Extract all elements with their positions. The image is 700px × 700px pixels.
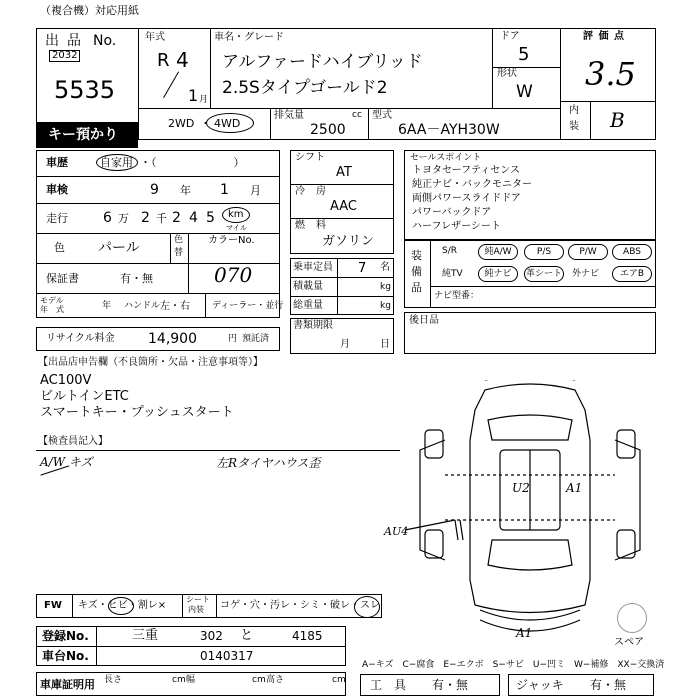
mileage-unit-km: km: [228, 209, 244, 220]
seller-note: スマートキー・プッシュスタート: [40, 405, 234, 420]
registration-kana: と: [240, 628, 254, 643]
shift-value: AT: [336, 165, 352, 180]
year-label: 年式: [145, 32, 165, 43]
mileage-digit-1: 2: [141, 210, 150, 226]
registration-class: 302: [200, 629, 223, 643]
vehicle-label: 車名・グレード: [214, 32, 284, 43]
model-label: 型式: [372, 110, 392, 121]
equip-pw: P/W: [568, 244, 608, 260]
inspector-note-housing: 左Rタイヤハウス歪: [216, 456, 321, 470]
damage-mark-au4: AU4: [384, 525, 409, 538]
mileage-digit-2: 2: [172, 210, 181, 226]
mileage-digit-4: 5: [206, 210, 215, 226]
equip-tv: 純TV: [442, 269, 463, 279]
damage-legend: A−キズ C−腐食 E−エクボ S−サビ U−凹ミ W−補修 XX−交換済: [362, 660, 665, 670]
handle-value: 左・右: [160, 301, 190, 312]
doors-label: ドア: [500, 31, 520, 42]
damage-mark-a1-bottom: A1: [516, 626, 533, 640]
recycle-value: 14,900: [148, 331, 197, 347]
shape-label: 形状: [497, 68, 517, 79]
equip-ext-navi: 外ナビ: [572, 269, 600, 279]
inspection-year: 9: [150, 182, 159, 198]
history-value: 自家用: [100, 156, 133, 169]
jack-value: 有・無: [590, 678, 627, 692]
vehicle-name: アルファードハイブリッド: [222, 52, 423, 72]
displacement-label: 排気量: [274, 110, 304, 121]
spare-tire-icon: [617, 603, 647, 633]
equip-ps: P/S: [524, 244, 564, 260]
damage-mark-a1-right: A1: [566, 481, 583, 495]
interior-items: コゲ・穴・汚レ・シミ・破レ・スレ: [220, 600, 380, 611]
form-note: （複合機）対応用紙: [40, 4, 139, 17]
score-label: 評 価 点: [583, 31, 625, 42]
spare-label: スペア: [614, 637, 644, 648]
score-value: 3.5: [585, 55, 636, 93]
color-label: 色: [54, 241, 65, 254]
equip-sr: S/R: [442, 246, 457, 256]
displacement-value: 2500: [310, 122, 346, 138]
key-badge: キー預かり: [36, 122, 138, 148]
sales-point: 両側パワースライドドア: [412, 193, 521, 204]
lot-number: 5535: [54, 76, 116, 104]
seller-note: ビルトインETC: [40, 389, 129, 404]
doors-value: 5: [518, 44, 530, 65]
shape-value: W: [516, 82, 533, 102]
tools-value: 有・無: [432, 678, 469, 692]
warranty-value: 有・無: [120, 272, 153, 285]
floor-items: キズ・ヒビ・割レ×: [78, 600, 167, 611]
sales-point: トヨタセーフティセンス: [412, 165, 520, 176]
inspection-label: 車検: [46, 183, 68, 196]
sales-point: パワーバックドア: [412, 207, 492, 218]
equip-airbag: エアB: [612, 266, 652, 282]
equip-leather: 革シート: [524, 266, 564, 282]
color-value: パール: [98, 240, 140, 256]
damage-mark-u2: U2: [512, 481, 530, 495]
inspector-label: 【検査員記入】: [38, 436, 108, 447]
equip-abs: ABS: [612, 244, 652, 260]
sales-point: 純正ナビ・バックモニター: [412, 179, 532, 190]
mileage-man: 6: [103, 210, 112, 226]
color-code-label: カラーNo.: [208, 235, 255, 246]
year-era: R: [157, 50, 170, 71]
inspection-month: 1: [220, 182, 229, 198]
navi-model-label: ナビ型番：: [434, 291, 480, 301]
interior-score: B: [610, 108, 625, 132]
sales-point: ハーフレザーシート: [412, 221, 501, 232]
year-month: 1: [188, 86, 199, 105]
ac-value: AAC: [330, 199, 357, 214]
passengers-value: 7: [358, 261, 367, 276]
seller-note: AC100V: [40, 373, 92, 388]
equip-navi: 純ナビ: [478, 266, 518, 282]
fuel-value: ガソリン: [322, 234, 375, 249]
drive-2wd: 2WD: [168, 117, 195, 130]
car-damage-diagram: [400, 380, 650, 650]
warranty-label: 保証書: [46, 272, 79, 285]
extra-block: [404, 312, 656, 354]
vehicle-grade: 2.5Sタイプゴールド2: [222, 78, 388, 98]
chassis-number: 0140317: [200, 649, 254, 663]
mileage-label: 走行: [46, 212, 68, 225]
lot-stamp: 2032: [49, 50, 80, 62]
seller-notes-label: 【出品店申告欄（不良箇所・欠品・注意事項等）】: [38, 357, 263, 368]
registration-number: 4185: [292, 629, 323, 643]
mileage-digit-3: 4: [189, 210, 198, 226]
history-label: 車歴: [46, 156, 68, 169]
drive-4wd: 4WD: [214, 117, 241, 130]
color-code: 070: [214, 263, 253, 287]
inspector-note-wheel: A/W キズ: [40, 455, 93, 469]
model-code: 6AA－AYH30W: [398, 122, 500, 138]
year-value: 4: [176, 48, 189, 72]
dealer-value: ディーラー・並行: [212, 301, 284, 311]
equip-alloy-wheel: 純A/W: [478, 244, 518, 260]
registration-area: 三重: [132, 628, 159, 643]
